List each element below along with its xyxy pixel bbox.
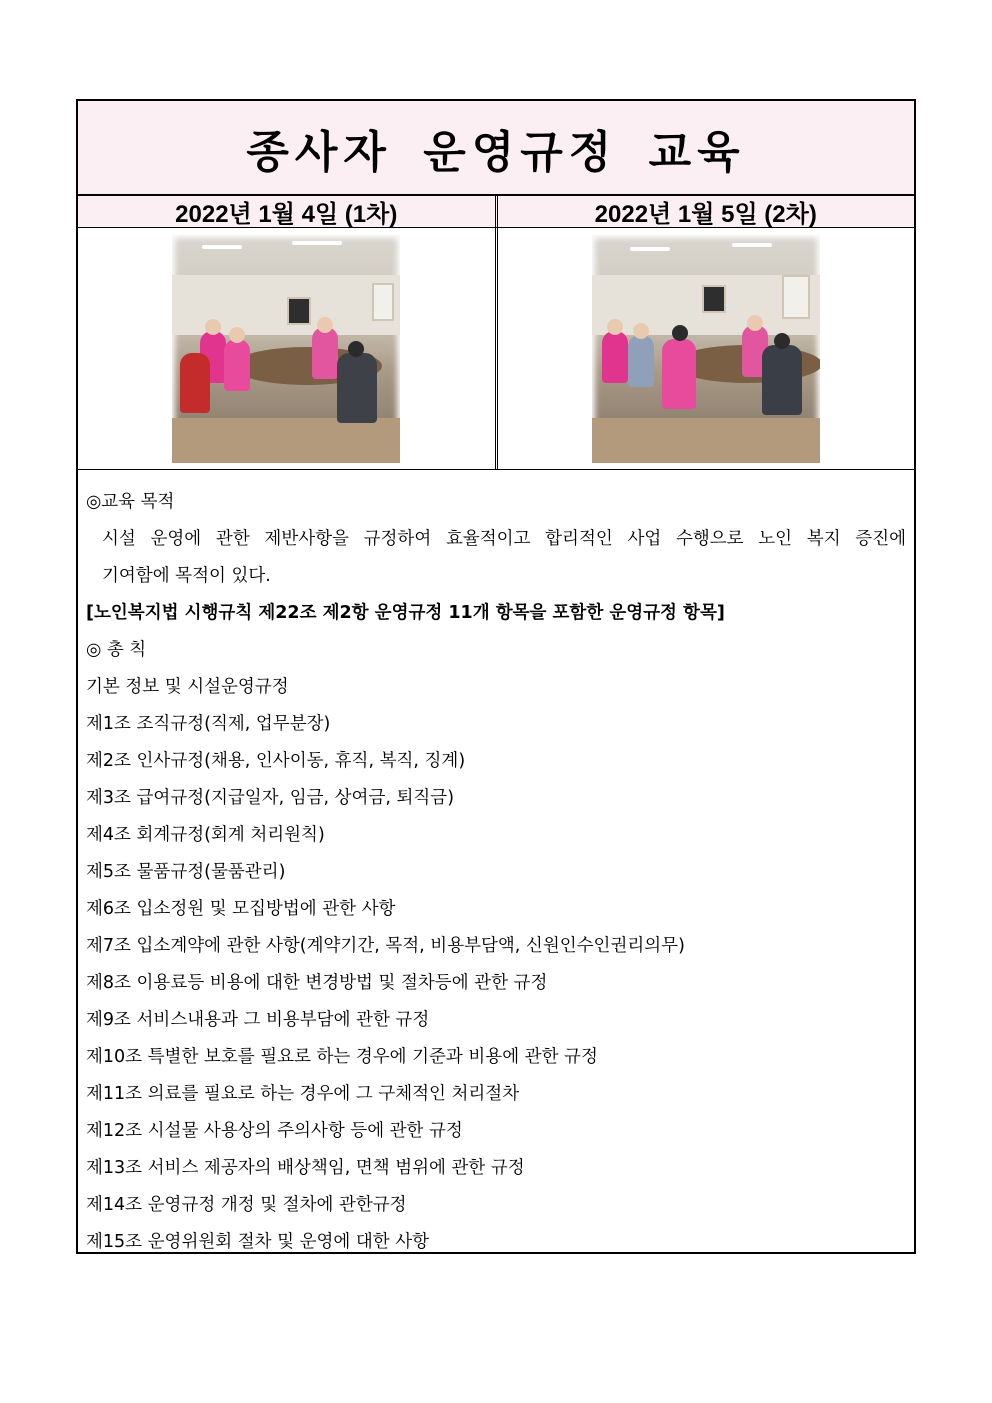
article-item: 제3조 급여규정(지급일자, 임금, 상여금, 퇴직금) <box>86 788 455 808</box>
article-item: 제1조 조직규정(직제, 업무분장) <box>86 714 331 734</box>
person-head <box>317 317 333 333</box>
content-section <box>78 470 914 1261</box>
article-item: 제9조 서비스내용과 그 비용부담에 관한 규정 <box>86 1010 430 1030</box>
ceiling-light <box>630 247 670 251</box>
wall-chart <box>782 275 810 319</box>
title-row <box>78 101 914 196</box>
article-item: 제13조 서비스 제공자의 배상책임, 면책 범위에 관한 규정 <box>86 1158 525 1178</box>
article-item: 제12조 시설물 사용상의 주의사항 등에 관한 규정 <box>86 1121 463 1141</box>
date-row <box>78 196 914 228</box>
purpose-text-line-2: 기여함에 목적이 있다. <box>102 566 271 586</box>
article-item: 제5조 물품규정(물품관리) <box>86 862 286 882</box>
ceiling-light <box>292 241 342 245</box>
document-frame <box>76 99 916 1254</box>
basic-info: 기본 정보 및 시설운영규정 <box>86 677 289 697</box>
article-item: 제2조 인사규정(채용, 인사이동, 휴직, 복직, 징계) <box>86 751 466 771</box>
person <box>762 345 802 415</box>
person-head <box>672 325 688 341</box>
person-head <box>348 341 364 357</box>
person <box>628 335 654 387</box>
chair <box>180 353 210 413</box>
session-date-1: 2022년 1월 4일 (1차) <box>78 196 498 227</box>
session-1-photo <box>172 235 400 463</box>
person-head <box>607 319 623 335</box>
general-heading: ◎ 총 칙 <box>86 640 147 660</box>
article-item: 제7조 입소계약에 관한 사항(계약기간, 목적, 비용부담액, 신원인수인권리의무) <box>86 936 685 956</box>
wall-frame <box>287 297 311 325</box>
article-item: 제6조 입소정원 및 모집방법에 관한 사항 <box>86 899 396 919</box>
person <box>662 339 696 409</box>
person <box>224 339 250 391</box>
article-item: 제11조 의료를 필요로 하는 경우에 그 구체적인 처리절차 <box>86 1084 520 1104</box>
person <box>602 331 628 383</box>
person-head <box>747 315 763 331</box>
session-2-photo <box>592 235 820 463</box>
wall-chart <box>372 283 394 321</box>
purpose-heading: ◎교육 목적 <box>86 492 175 512</box>
person <box>312 327 338 379</box>
photo-cell-2 <box>498 228 915 469</box>
article-item: 제4조 회계규정(회계 처리원칙) <box>86 825 325 845</box>
article-item: 제15조 운영위원회 절차 및 운영에 대한 사항 <box>86 1232 430 1252</box>
person-head <box>633 323 649 339</box>
page-title: 종사자 운영규정 교육 <box>246 126 746 178</box>
photo-row <box>78 228 914 470</box>
person-head <box>205 319 221 335</box>
purpose-text-line-1: 시설 운영에 관한 제반사항을 규정하여 효율적이고 합리적인 사업 수행으로 노인 복지 증진에 <box>102 529 906 549</box>
ceiling-light <box>732 243 772 247</box>
person <box>337 353 377 423</box>
wall-frame <box>702 285 726 313</box>
photo-floor <box>592 418 820 463</box>
photo-cell-1 <box>78 228 498 469</box>
article-item: 제8조 이용료등 비용에 대한 변경방법 및 절차등에 관한 규정 <box>86 973 548 993</box>
law-note: [노인복지법 시행규칙 제22조 제2항 운영규정 11개 항목을 포함한 운영규정 항목] <box>86 603 725 623</box>
article-item: 제10조 특별한 보호를 필요로 하는 경우에 기준과 비용에 관한 규정 <box>86 1047 598 1067</box>
person-head <box>229 327 245 343</box>
session-date-2: 2022년 1월 5일 (2차) <box>498 196 915 227</box>
article-item: 제14조 운영규정 개정 및 절차에 관한규정 <box>86 1195 407 1215</box>
photo-floor <box>172 418 400 463</box>
person-head <box>774 333 790 349</box>
ceiling-light <box>202 245 242 249</box>
